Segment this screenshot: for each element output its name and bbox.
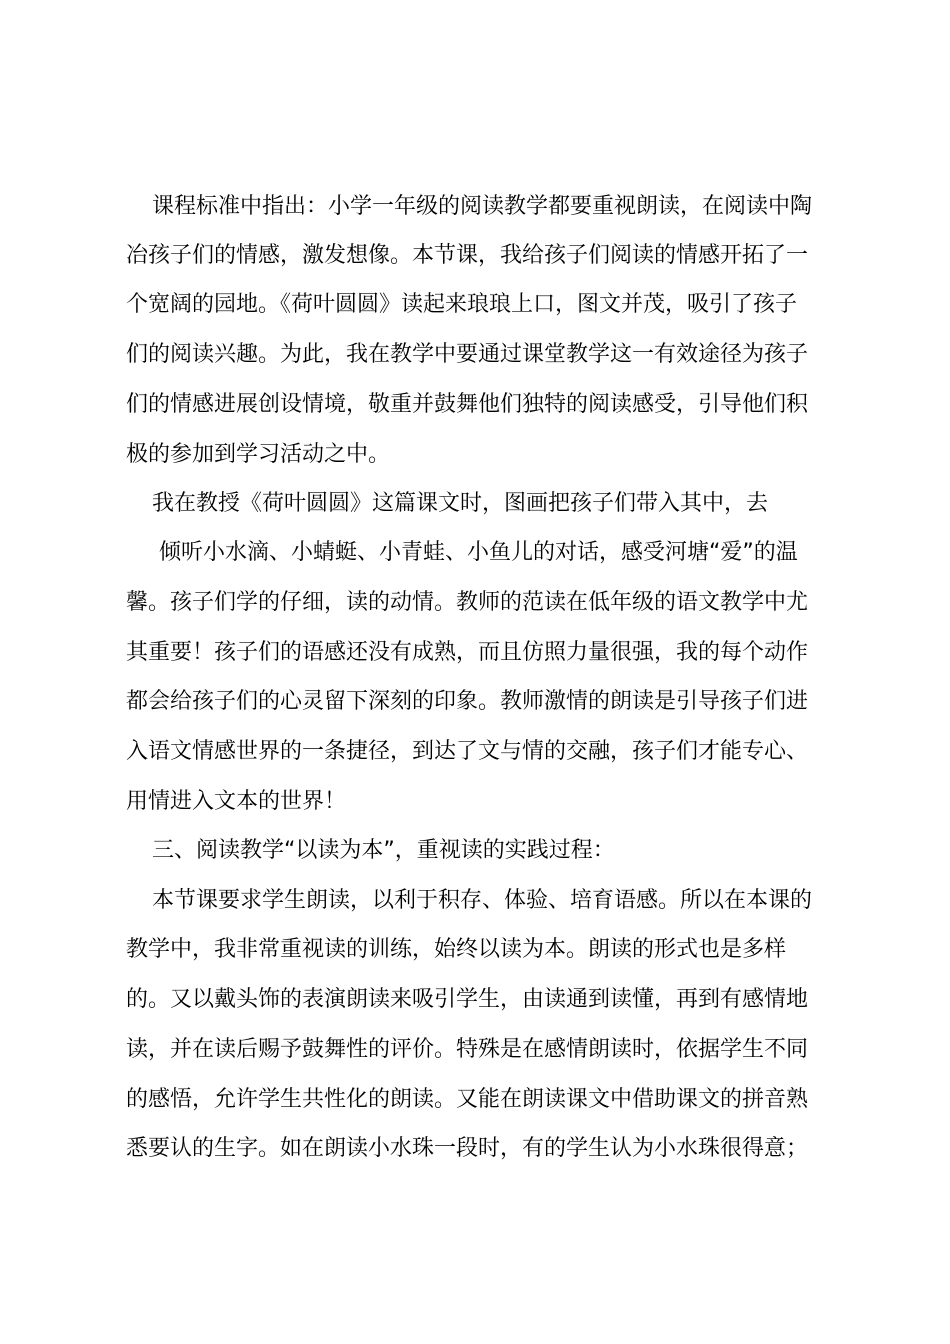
paragraph-2-line-1: 我在教授《荷叶圆圆》这篇课文时，图画把孩子们带入其中，去 [152,491,769,516]
paragraph-2-line-2: 倾听小水滴、小蜻蜓、小青蛙、小鱼儿的对话，感受河塘“爱”的温 [159,540,798,565]
paragraph-1-line-3: 个宽阔的园地。《荷叶圆圆》读起来琅琅上口，图文并茂，吸引了孩子 [126,292,798,317]
paragraph-3-line-2: 教学中，我非常重视读的训练，始终以读为本。朗读的形式也是多样 [126,937,787,962]
paragraph-3-line-6: 悉要认的生字。如在朗读小水珠一段时，有的学生认为小水珠很得意； [126,1136,809,1161]
paragraph-1-line-2: 冶孩子们的情感，激发想像。本节课，我给孩子们阅读的情感开拓了一 [126,243,809,268]
paragraph-2-line-7: 用情进入文本的世界！ [126,789,347,814]
paragraph-1-line-6: 极的参加到学习活动之中。 [126,442,391,467]
paragraph-3-line-3: 的。又以戴头饰的表演朗读来吸引学生，由读通到读懂，再到有感情地 [126,987,809,1012]
paragraph-3-line-4: 读，并在读后赐予鼓舞性的评价。特殊是在感情朗读时，依据学生不同 [126,1037,809,1062]
paragraph-3-line-1: 本节课要求学生朗读，以利于积存、体验、培育语感。所以在本课的 [152,888,813,913]
paragraph-3-line-5: 的感悟，允许学生共性化的朗读。又能在朗读课文中借助课文的拼音熟 [126,1087,809,1112]
paragraph-2-line-6: 入语文情感世界的一条捷径，到达了文与情的交融，孩子们才能专心、 [126,739,809,764]
paragraph-1-line-5: 们的情感进展创设情境，敬重并鼓舞他们独特的阅读感受，引导他们积 [126,392,809,417]
paragraph-2-line-3: 馨。孩子们学的仔细，读的动情。教师的范读在低年级的语文教学中尤 [126,590,809,615]
paragraph-2-line-5: 都会给孩子们的心灵留下深刻的印象。教师激情的朗读是引导孩子们进 [126,689,809,714]
paragraph-1-line-1: 课程标准中指出：小学一年级的阅读教学都要重视朗读，在阅读中陶 [152,194,813,219]
section-heading: 三、阅读教学“以读为本”，重视读的实践过程： [152,838,615,863]
paragraph-1-line-4: 们的阅读兴趣。为此，我在教学中要通过课堂教学这一有效途径为孩子 [126,342,809,367]
paragraph-2-line-4: 其重要！孩子们的语感还没有成熟，而且仿照力量很强，我的每个动作 [126,640,809,665]
